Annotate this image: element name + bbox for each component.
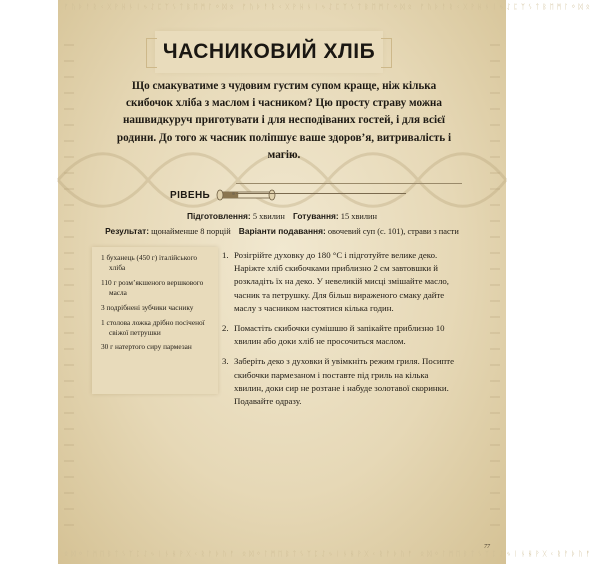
yield-info: [98, 226, 472, 236]
ingredients-panel: [92, 247, 218, 394]
ingredients-list: [92, 247, 218, 353]
page-number: 77: [484, 544, 490, 550]
prep-value: 5 хвилин: [252, 212, 285, 221]
step-item: [222, 355, 458, 408]
page-title: ЧАСНИКОВИЙ ХЛІБ: [162, 40, 376, 63]
difficulty-level: [170, 187, 410, 203]
serve-value: овочевий суп (с. 101), страви з пасти: [327, 227, 459, 236]
step-number: 2.: [222, 323, 229, 334]
divider-line: [236, 183, 462, 184]
rune-border-bottom: ᛟᛞᛜᛚᛗᛖᛒᛏᛊᛉᛈᛇᛃᛁᚾᚺᚹᚷᚲᚱᚨᚦᚢᚠ ᛟᛞᛜᛚᛗᛖᛒᛏᛊᛉᛈᛇᛃᛁᚾᚺᚹᚷᚲᚱᚨᚦᚢᚠ ᛟᛞᛜᛚᛗᛖᛒᛏᛊᛉᛈᛇᛃᛁᚾᚺᚹᚷᚲᚱᚨᚦᚢᚠ: [64, 550, 593, 558]
ingredient-item: 3 подрібнені зубчики часнику: [101, 302, 194, 312]
yield-value: щонайменше 8 порцій: [151, 227, 231, 236]
scroll-icon: [216, 189, 276, 201]
ingredient-item: 110 г розм’якшеного вершкового масла: [101, 277, 204, 298]
title-banner: [158, 34, 380, 70]
cook-value: 15 хвилин: [340, 212, 378, 221]
ingredient-item: 1 буханець (450 г) італійського хліба: [101, 253, 198, 273]
rune-border-top: ᚠᚢᚦᚨᚱᚲᚷᚹᚺᚾᛁᛃᛇᛈᛉᛊᛏᛒᛖᛗᛚᛜᛞᛟ ᚠᚢᚦᚨᚱᚲᚷᚹᚺᚾᛁᛃᛇᛈᛉᛊᛏᛒᛖᛗᛚᛜᛞᛟ ᚠᚢᚦᚨᚱᚲᚷᚹᚺᚾᛁᛃᛇᛈᛉᛊᛏᛒᛖᛗᛚᛜᛞᛟ: [64, 3, 593, 11]
cook-label: Готування:: [292, 211, 339, 221]
steps-list: [222, 249, 458, 415]
step-number: 1.: [222, 250, 229, 260]
serve-label: Варіанти подавання:: [238, 226, 326, 236]
level-rule: [236, 193, 406, 194]
step-text: Розігрійте духовку до 180 °C і підготуйте велике деко. Наріжте хліб скибочками приблизно 2 см завтовшки й розкладіть їх на деко. У невеликій мисці змішайте масло, часник та петрушку. Для більш вираженого смаку дайте маслу з часником настоятися кілька годин.: [234, 250, 449, 313]
ingredient-item: 30 г натертого сиру пармезан: [101, 342, 192, 352]
rune-border-left: [64, 30, 74, 534]
step-number: 3.: [222, 356, 229, 367]
ingredient-item: 1 столова ложка дрібно посіченої свіжої петрушки: [101, 317, 205, 337]
step-text: Заберіть деко з духовки й увімкніть режим гриля. Посипте скибочки пармезаном і поставте під гриль на кілька хвилин, доки сир не розтане і набуде золотавої скоринки. Подавайте одразу.: [234, 356, 455, 407]
rune-border-right: [490, 30, 500, 534]
level-label: РІВЕНЬ: [170, 189, 211, 201]
yield-label: Результат:: [105, 226, 150, 236]
prep-label: Підготовлення:: [186, 211, 251, 221]
step-item: [222, 249, 458, 315]
step-text: Помастіть скибочки сумішшю й запікайте приблизно 10 хвилин або доки хліб не просочиться маслом.: [234, 323, 445, 347]
timing-info: [98, 211, 472, 221]
intro-text: Що смакуватиме з чудовим густим супом краще, ніж кілька скибочок хліба з маслом і часником? Цю просту страву можна нашвидкуруч приготувати і для несподіваних гостей, і для всієї родини. До того ж часник поліпшує ваше здоров’я, витривалість і магію.: [116, 80, 452, 161]
step-item: [222, 322, 458, 348]
recipe-page: [58, 0, 593, 564]
